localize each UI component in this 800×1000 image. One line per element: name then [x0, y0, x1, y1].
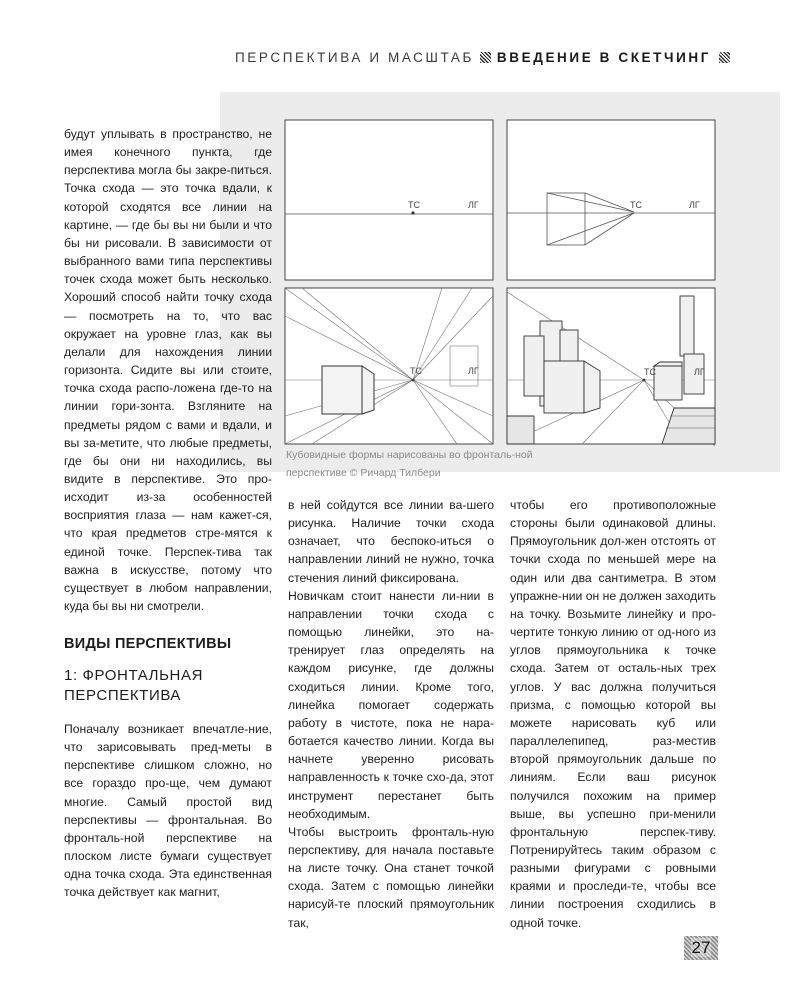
illustration-caption: Кубовидные формы нарисованы во фронталь-ной перспективе © Ричард Тилбери: [286, 449, 533, 479]
paragraph: Поначалу возникает впечатле-ние, что зарисовывать пред-меты в перспективе слишком сложно, но все гораздо про-ще, чем думают многие. Самый простой вид перспективы — фронтальная. Во фронталь-ной перспективе на плоском листе бумаги существует одна точка схода. Эта единственная точка действует как магнит,: [64, 722, 272, 900]
frame-1: [285, 120, 493, 280]
page-number-text: 27: [691, 938, 711, 957]
body-column-3: [510, 496, 716, 932]
sketch-svg: [282, 116, 722, 448]
frame-3: [285, 288, 493, 444]
frame-2: [507, 120, 715, 280]
subheading: 1: ФРОНТАЛЬНАЯ ПЕРСПЕКТИВА: [64, 667, 204, 704]
vp-label-2: ТС: [630, 200, 642, 210]
horizon-label-1: ЛГ: [468, 200, 479, 210]
header-book-title: ВВЕДЕНИЕ В СКЕТЧИНГ: [496, 50, 711, 65]
paragraph: чтобы его противоположные стороны были одинаковой длины. Прямоугольник дол-жен отстоять от точки схода по меньшей мере на один или два сантиметра. В этом упражне-нии он не должен заходить на точку. Возьмите линейку и про-чертите тонкую линию от од-ного из углов прямоугольника к точке схода. Затем от осталь-ных трех углов. У вас должна получиться призма, с помощью которой вы можете нарисовать куб или параллелепипед, раз-местив второй прямоугольник дальше по линиям. Если ваш рисунок получился похожим на пример выше, вы успешно при-менили фронтальную перспек-тиву. Потренируйтесь таким образом с разными фигурами с ровными краями и проследи-те, чтобы все линии построения сходились в одной точке.: [510, 498, 716, 930]
horizon-label-3: ЛГ: [468, 366, 479, 376]
body-column-2: [288, 496, 494, 932]
paragraph: Новичкам стоит нанести ли-нии в направлении точки схода с помощью линейки, это на-тренирует глаз определять на каждом рисунке, где должны сходиться линии. Кроме того, линейка помогает содержать работу в чистоте, пока не нара-ботается качество линии. Когда вы начнете уверенно рисовать направленность к точке схо-да, этот инструмент перестанет быть необходимым.: [288, 588, 494, 821]
body-column-1-top: [64, 125, 272, 615]
hatched-square-icon: [480, 52, 491, 63]
body-column-1-bottom: [64, 720, 272, 902]
running-header: [0, 50, 730, 65]
section-heading: ВИДЫ ПЕРСПЕКТИВЫ: [64, 636, 232, 652]
vp-label-3: ТС: [410, 366, 422, 376]
perspective-sketch: [282, 116, 722, 448]
hatched-square-icon: [719, 52, 730, 63]
vp-label-1: ТС: [408, 200, 420, 210]
header-section-title: ПЕРСПЕКТИВА И МАСШТАБ: [234, 50, 474, 65]
horizon-label-2: ЛГ: [689, 200, 700, 210]
page-number: [684, 936, 718, 960]
vp-label-4: ТС: [644, 367, 656, 377]
paragraph: в ней сойдутся все линии ва-шего рисунка. Наличие точки схода означает, что беспоко-иться о направлении линий не нужно, точка стечения линий фиксирована.: [288, 498, 494, 585]
paragraph: Чтобы выстроить фронталь-ную перспективу, для начала поставьте на листе точку. Она станет точкой схода. Затем с помощью линейки нарисуй-те плоский прямоугольник так,: [288, 824, 494, 930]
horizon-label-4: ЛГ: [694, 367, 705, 377]
paragraph: будут уплывать в пространство, не имея конечного пункта, где перспектива могла бы закре-питься. Точка схода — это точка вдали, к которой сходятся все линии на картине, — где бы вы ни были и что бы ни рисовали. В зависимости от выбранного вами типа перспективы точек схода может быть несколько. Хороший способ найти точку схода — посмотреть на то, что вас окружает на уровне глаз, как вы делали для нахождения линии горизонта. Сидите вы или стоите, точка схода распо-ложена где-то на линии гори-зонта. Взгляните на предметы рядом с вами и вдали, и вы за-метите, что любые предметы, где бы они ни находились, вы видите в перспективе. Это про-исходит из-за особенностей восприятия глаза — нам кажет-ся, что края предметов стре-мятся к единой точке. Перспек-тива так важна в искусстве, потому что существует в любом направлении, куда бы вы ни смотрели.: [64, 127, 272, 614]
